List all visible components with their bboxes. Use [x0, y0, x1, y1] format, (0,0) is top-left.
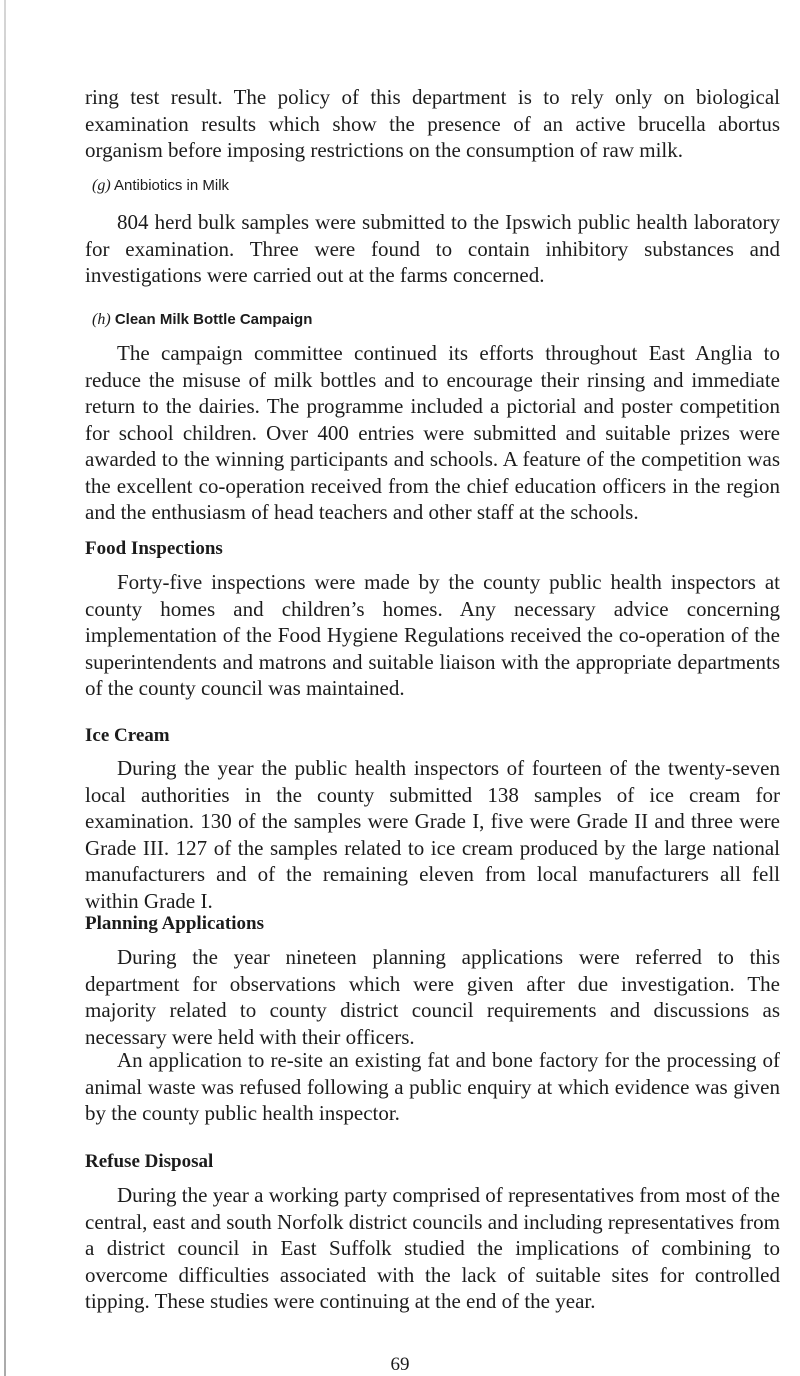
planning-paragraph-1: During the year nineteen planning applications were referred to this department for observations which were given after due investigation. The majority related to county district council requirements and discussions as necessary were held with their officers.	[85, 945, 780, 1049]
intro-paragraph: ring test result. The policy of this department is to rely only on biological examination results which show the presence of an active brucella abortus organism before imposing restrictions on the consumption of raw milk.	[85, 85, 780, 162]
antibiotics-subheading	[92, 176, 787, 196]
food-inspections-heading: Food Inspections	[85, 538, 223, 559]
refuse-disposal-heading: Refuse Disposal	[85, 1151, 214, 1172]
planning-heading: Planning Applications	[85, 913, 264, 934]
refuse-disposal-paragraph: During the year a working party comprised of representatives from most of the central, east and south Norfolk district councils and including representatives from a district council in East Suffolk studied the implications of combining to overcome difficulties associated with the lack of suitable sites for controlled tipping. These studies were continuing at the end of the year.	[85, 1183, 780, 1313]
page-number: 69	[390, 1354, 410, 1375]
clean-milk-paragraph: The campaign committee continued its efforts throughout East Anglia to reduce the misuse of milk bottles and to encourage their rinsing and immediate return to the dairies. The programme included a pictorial and poster competition for school children. Over 400 entries were submitted and suitable prizes were awarded to the winning participants and schools. A feature of the competition was the excellent co-operation received from the chief education officers in the region and the enthusiasm of head teachers and other staff at the schools.	[85, 341, 780, 524]
subheading-title: Antibiotics in Milk	[114, 177, 230, 194]
subheading-letter: (g)	[92, 177, 111, 194]
subheading-title: Clean Milk Bottle Campaign	[114, 311, 313, 328]
planning-paragraph-2: An application to re-site an existing fat and bone factory for the processing of animal waste was refused following a public enquiry at which evidence was given by the county public health inspector.	[85, 1048, 780, 1125]
antibiotics-paragraph: 804 herd bulk samples were submitted to the Ipswich public health laboratory for examination. Three were found to contain inhibitory substances and investigations were carried out at the farms concerned.	[85, 210, 780, 287]
food-inspections-paragraph: Forty-five inspections were made by the county public health inspectors at county homes and children’s homes. Any necessary advice concerning implementation of the Food Hygiene Regulations received the co-operation of the superintendents and matrons and suitable liaison with the appropriate departments of the county council was maintained.	[85, 570, 780, 700]
ice-cream-heading: Ice Cream	[85, 725, 170, 746]
subheading-letter: (h)	[92, 311, 111, 328]
clean-milk-subheading	[92, 310, 787, 330]
ice-cream-paragraph: During the year the public health inspectors of fourteen of the twenty-seven local authorities in the county submitted 138 samples of ice cream for examination. 130 of the samples were Grade I, five were Grade II and three were Grade III. 127 of the samples related to ice cream produced by the large national manufacturers and of the remaining eleven from local manufacturers all fell within Grade I.	[85, 756, 780, 913]
